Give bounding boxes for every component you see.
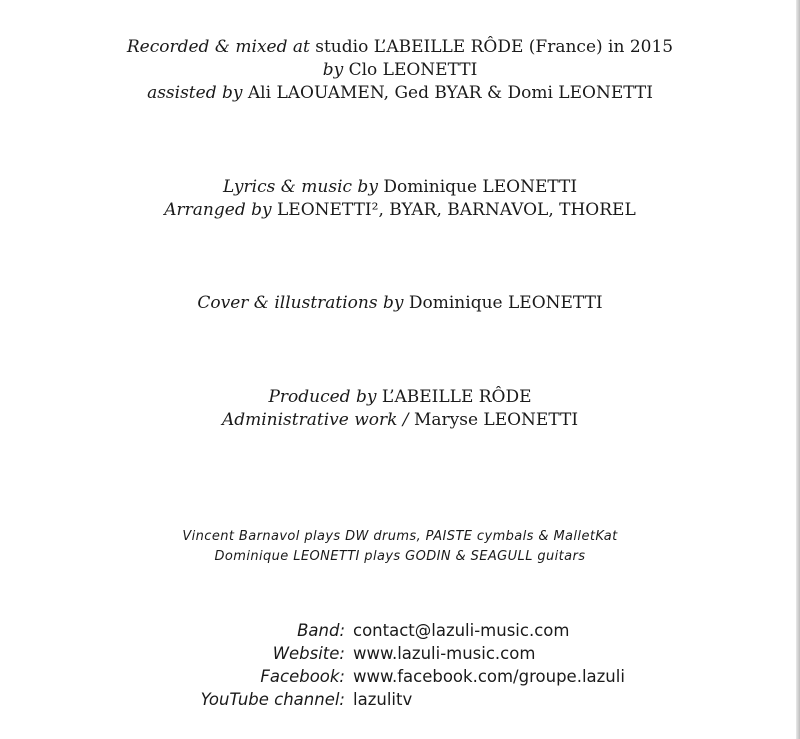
contact-row-facebook xyxy=(0,666,800,688)
admin-italic: Administrative work / xyxy=(221,410,409,430)
cover-italic: Cover & illustrations by xyxy=(197,293,404,313)
page-edge xyxy=(796,0,800,739)
contact-row-band xyxy=(0,620,800,642)
lyrics-italic: Lyrics & music by xyxy=(222,177,378,197)
contact-label-youtube: YouTube channel: xyxy=(200,690,345,709)
admin-text: Maryse LEONETTI xyxy=(408,410,579,430)
produced-line xyxy=(0,386,800,408)
admin-line xyxy=(0,409,800,431)
recording-line-text: studio L’ABEILLE RÔDE (France) in 2015 xyxy=(309,37,674,57)
mixed-by-line xyxy=(0,59,800,81)
contact-row-website xyxy=(0,643,800,665)
contact-value-band: contact@lazuli-music.com xyxy=(353,621,570,640)
assisted-by-italic: assisted by xyxy=(147,83,243,103)
lyrics-line xyxy=(0,176,800,198)
cover-line xyxy=(0,292,800,314)
contact-label-facebook: Facebook: xyxy=(260,667,345,686)
contact-row-youtube xyxy=(0,689,800,711)
assisted-by-text: Ali LAOUAMEN, Ged BYAR & Domi LEONETTI xyxy=(242,83,653,103)
produced-text: L’ABEILLE RÔDE xyxy=(376,387,532,407)
cover-text: Dominique LEONETTI xyxy=(403,293,603,313)
mixed-by-italic: by xyxy=(322,60,344,80)
gear-line-guitars: Dominique LEONETTI plays GODIN & SEAGULL guitars xyxy=(214,549,586,564)
arranged-text: LEONETTI², BYAR, BARNAVOL, THOREL xyxy=(271,200,636,220)
contact-label-website: Website: xyxy=(272,644,345,663)
gear-line-drums: Vincent Barnavol plays DW drums, PAISTE cymbals & MalletKat xyxy=(182,529,618,544)
produced-italic: Produced by xyxy=(268,387,377,407)
contact-value-facebook: www.facebook.com/groupe.lazuli xyxy=(353,667,625,686)
recording-line xyxy=(0,36,800,58)
mixed-by-text: Clo LEONETTI xyxy=(343,60,478,80)
contact-label-band: Band: xyxy=(297,621,345,640)
contact-value-website: www.lazuli-music.com xyxy=(353,644,536,663)
lyrics-text: Dominique LEONETTI xyxy=(377,177,578,197)
arranged-italic: Arranged by xyxy=(164,200,272,220)
contact-value-youtube: lazulitv xyxy=(353,690,413,709)
recording-line-italic: Recorded & mixed at xyxy=(126,37,310,57)
assisted-by-line xyxy=(0,82,800,104)
arranged-line xyxy=(0,199,800,221)
